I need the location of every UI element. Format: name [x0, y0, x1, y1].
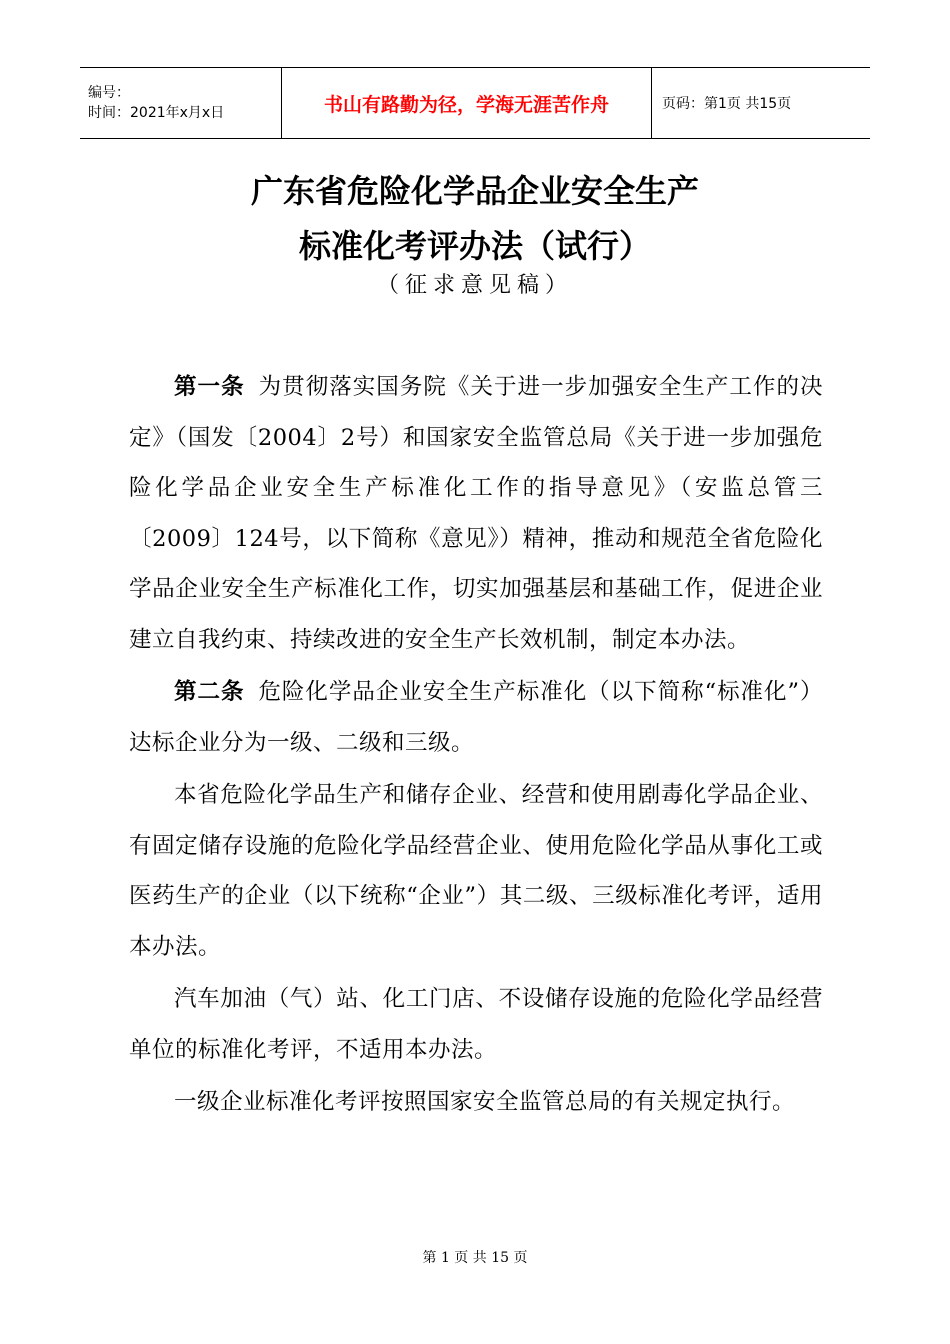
paragraph — [129, 1077, 823, 1128]
header-motto-cell — [281, 68, 652, 138]
paragraph — [129, 974, 823, 1075]
motto-text: 书山有路勤为径，学海无涯苦作舟 — [323, 93, 609, 116]
header-left-cell — [80, 68, 281, 138]
paragraph-text: 汽车加油（气）站、化工门店、不设储存设施的危险化学品经营单位的标准化考评，不适用本办法。 — [129, 986, 823, 1063]
document-header — [80, 67, 870, 139]
page-footer: 第 1 页 共 15 页 — [422, 1250, 528, 1266]
page-info: 页码：第1页 共15页 — [662, 96, 792, 112]
number-label: 编号： — [88, 85, 130, 101]
paragraph-article-2 — [129, 667, 823, 768]
article-label: 第一条 — [174, 374, 245, 400]
document-title-line-1: 广东省危险化学品企业安全生产 — [250, 172, 699, 210]
document-title-line-2: 标准化考评办法（试行） — [298, 227, 651, 265]
article-label: 第二条 — [174, 679, 245, 705]
paragraph-article-1 — [129, 362, 823, 665]
paragraph-text: 一级企业标准化考评按照国家安全监管总局的有关规定执行。 — [174, 1089, 796, 1115]
time-label: 时间：2021年x月x日 — [88, 105, 225, 121]
paragraph-text: 为贯彻落实国务院《关于进一步加强安全生产工作的决定》（国发〔2004〕2号）和国家安全监管总局《关于进一步加强危险化学品企业安全生产标准化工作的指导意见》（安监总管三〔2009〕124号，以下简称《意见》）精神，推动和规范全省危险化学品企业安全生产标准化工作，切实加强基层和基础工作，促进企业建立自我约束、持续改进的安全生产长效机制，制定本办法。 — [129, 374, 823, 653]
document-subtitle: （征求意见稿） — [376, 273, 573, 298]
paragraph-text: 危险化学品企业安全生产标准化（以下简称“标准化”）达标企业分为一级、二级和三级。 — [129, 679, 823, 756]
paragraph — [129, 770, 823, 972]
paragraph-text: 本省危险化学品生产和储存企业、经营和使用剧毒化学品企业、有固定储存设施的危险化学品经营企业、使用危险化学品从事化工或医药生产的企业（以下统称“企业”）其二级、三级标准化考评，适用本办法。 — [129, 782, 823, 960]
header-page-cell — [652, 68, 870, 138]
document-body — [129, 362, 823, 1130]
